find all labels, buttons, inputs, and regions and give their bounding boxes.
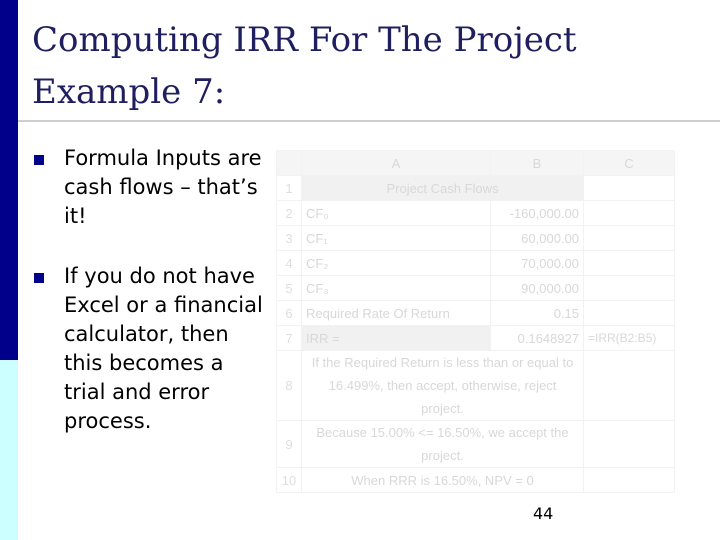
cell-b7: 0.1648927 bbox=[491, 326, 584, 351]
row-number: 5 bbox=[277, 276, 302, 301]
sheet-row-9 bbox=[277, 421, 675, 468]
bullet-item bbox=[30, 262, 270, 436]
cell-a1: Project Cash Flows bbox=[302, 176, 584, 201]
cell-c2 bbox=[584, 201, 675, 226]
cell-b6: 0.15 bbox=[491, 301, 584, 326]
sheet-row-5 bbox=[277, 276, 675, 301]
sheet-row-1 bbox=[277, 176, 675, 201]
row-number: 9 bbox=[277, 421, 302, 468]
row-number: 2 bbox=[277, 201, 302, 226]
bullet-text: Formula Inputs are cash flows – that’s it! bbox=[64, 146, 262, 228]
cell-a4: CF₂ bbox=[302, 251, 491, 276]
title-divider bbox=[18, 120, 720, 122]
square-bullet-icon bbox=[34, 273, 44, 283]
slide-title-line-2: Example 7: bbox=[32, 72, 226, 112]
cell-a6: Required Rate Of Return bbox=[302, 301, 491, 326]
row-number: 7 bbox=[277, 326, 302, 351]
row-number: 1 bbox=[277, 176, 302, 201]
column-header-c: C bbox=[584, 151, 675, 176]
cell-a10: When RRR is 16.50%, NPV = 0 bbox=[302, 468, 584, 493]
cell-a7: IRR = bbox=[302, 326, 491, 351]
sidebar-accent-light bbox=[0, 360, 18, 540]
column-header-row bbox=[277, 151, 675, 176]
column-header-b: B bbox=[491, 151, 584, 176]
sheet-row-6 bbox=[277, 301, 675, 326]
cell-c7-formula: =IRR(B2:B5) bbox=[584, 326, 675, 351]
cell-a5: CF₃ bbox=[302, 276, 491, 301]
cell-c5 bbox=[584, 276, 675, 301]
cell-c6 bbox=[584, 301, 675, 326]
sheet-row-4 bbox=[277, 251, 675, 276]
page-number: 44 bbox=[533, 504, 554, 523]
row-number: 10 bbox=[277, 468, 302, 493]
sheet-row-10 bbox=[277, 468, 675, 493]
bullet-item bbox=[30, 144, 270, 231]
sheet-row-2 bbox=[277, 201, 675, 226]
sheet-row-3 bbox=[277, 226, 675, 251]
cell-c3 bbox=[584, 226, 675, 251]
cell-c9 bbox=[584, 421, 675, 468]
cell-a2: CF₀ bbox=[302, 201, 491, 226]
cell-c8 bbox=[584, 351, 675, 421]
cell-b2: -160,000.00 bbox=[491, 201, 584, 226]
bullet-list bbox=[30, 144, 270, 467]
cell-c10 bbox=[584, 468, 675, 493]
cell-b4: 70,000.00 bbox=[491, 251, 584, 276]
row-number: 4 bbox=[277, 251, 302, 276]
bullet-text: If you do not have Excel or a financial calculator, then this becomes a trial and error process. bbox=[64, 264, 263, 433]
corner-cell bbox=[277, 151, 302, 176]
slide-title bbox=[32, 14, 577, 118]
sidebar-accent-dark bbox=[0, 0, 18, 360]
square-bullet-icon bbox=[34, 155, 44, 165]
cell-a9: Because 15.00% <= 16.50%, we accept the project. bbox=[302, 421, 584, 468]
sheet-row-7 bbox=[277, 326, 675, 351]
row-number: 8 bbox=[277, 351, 302, 421]
cell-c4 bbox=[584, 251, 675, 276]
cell-b5: 90,000.00 bbox=[491, 276, 584, 301]
cell-a3: CF₁ bbox=[302, 226, 491, 251]
cell-b3: 60,000.00 bbox=[491, 226, 584, 251]
cell-c1 bbox=[584, 176, 675, 201]
row-number: 3 bbox=[277, 226, 302, 251]
column-header-a: A bbox=[302, 151, 491, 176]
spreadsheet-image bbox=[276, 150, 675, 493]
cell-a8: If the Required Return is less than or equal to 16.499%, then accept, otherwise, reject project. bbox=[302, 351, 584, 421]
row-number: 6 bbox=[277, 301, 302, 326]
sheet-row-8 bbox=[277, 351, 675, 421]
slide-title-line-1: Computing IRR For The Project bbox=[32, 20, 577, 60]
